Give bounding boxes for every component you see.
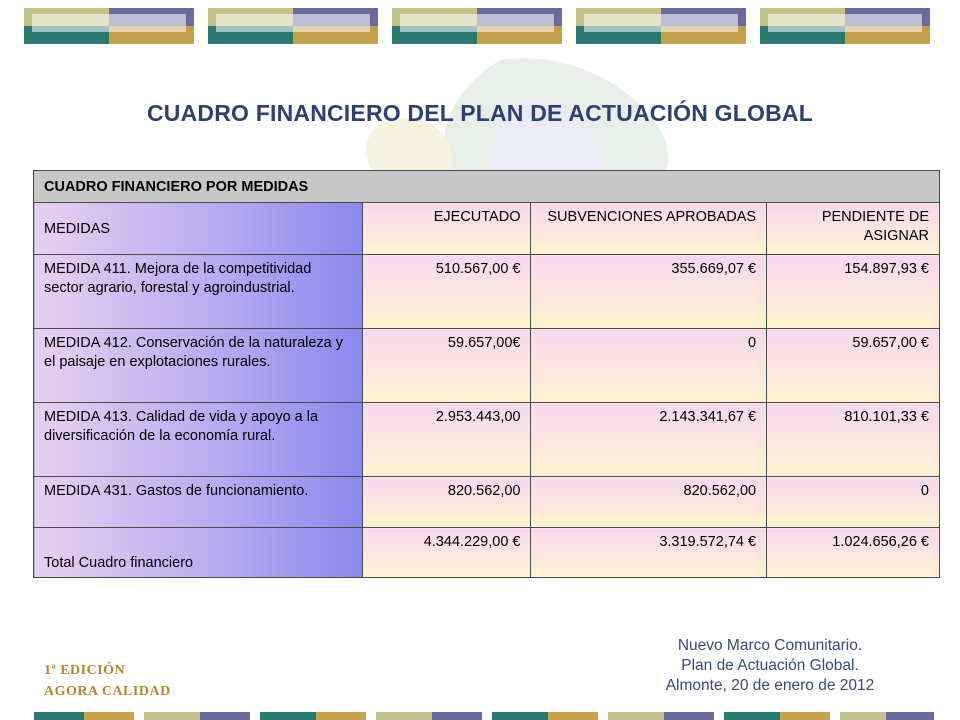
header-medidas: MEDIDAS bbox=[34, 203, 363, 255]
header-subvenciones: SUBVENCIONES APROBADAS bbox=[531, 203, 767, 255]
executed-cell: 2.953.443,00 bbox=[362, 403, 531, 477]
banner-block bbox=[208, 8, 378, 44]
pending-cell: 810.101,33 € bbox=[767, 403, 940, 477]
total-label-cell: Total Cuadro financiero bbox=[34, 528, 363, 578]
table-total-row bbox=[34, 528, 940, 578]
banner-block bbox=[576, 8, 746, 44]
executed-cell: 59.657,00€ bbox=[362, 329, 531, 403]
event-line-1: Nuevo Marco Comunitario. bbox=[677, 637, 863, 654]
total-pending-cell: 1.024.656,26 € bbox=[767, 528, 940, 578]
approved-cell: 820.562,00 bbox=[531, 477, 767, 528]
measure-cell: MEDIDA 431. Gastos de funcionamiento. bbox=[34, 477, 363, 528]
measure-cell: MEDIDA 411. Mejora de la competitividad sector agrario, forestal y agroindustrial. bbox=[34, 255, 363, 329]
banner-block bbox=[760, 8, 930, 44]
pending-cell: 0 bbox=[767, 477, 940, 528]
measure-cell: MEDIDA 412. Conservación de la naturaleza y el paisaje en explotaciones rurales. bbox=[34, 329, 363, 403]
header-pendiente: PENDIENTE DE ASIGNAR bbox=[767, 203, 940, 255]
total-executed-cell: 4.344.229,00 € bbox=[362, 528, 531, 578]
executed-cell: 820.562,00 bbox=[362, 477, 531, 528]
organization-line: AGORA CALIDAD bbox=[44, 684, 171, 699]
pending-cell: 59.657,00 € bbox=[767, 329, 940, 403]
event-caption bbox=[640, 636, 900, 696]
table-header-row bbox=[34, 203, 940, 255]
approved-cell: 2.143.341,67 € bbox=[531, 403, 767, 477]
table-row bbox=[34, 477, 940, 528]
header-ejecutado: EJECUTADO bbox=[362, 203, 531, 255]
event-line-3: Almonte, 20 de enero de 2012 bbox=[665, 677, 875, 694]
banner-block bbox=[24, 8, 194, 44]
edition-label bbox=[44, 660, 171, 702]
table-caption: CUADRO FINANCIERO POR MEDIDAS bbox=[34, 171, 940, 203]
table-row bbox=[34, 329, 940, 403]
bottom-banner bbox=[34, 712, 934, 720]
page-title: CUADRO FINANCIERO DEL PLAN DE ACTUACIÓN GLOBAL bbox=[147, 100, 813, 126]
top-banner bbox=[24, 8, 934, 44]
approved-cell: 0 bbox=[531, 329, 767, 403]
financial-table bbox=[33, 170, 940, 578]
banner-block bbox=[392, 8, 562, 44]
edition-line: 1ª EDICIÓN bbox=[44, 663, 126, 678]
approved-cell: 355.669,07 € bbox=[531, 255, 767, 329]
executed-cell: 510.567,00 € bbox=[362, 255, 531, 329]
table-caption-row bbox=[34, 171, 940, 203]
table-row bbox=[34, 403, 940, 477]
total-approved-cell: 3.319.572,74 € bbox=[531, 528, 767, 578]
table-row bbox=[34, 255, 940, 329]
pending-cell: 154.897,93 € bbox=[767, 255, 940, 329]
measure-cell: MEDIDA 413. Calidad de vida y apoyo a la diversificación de la economía rural. bbox=[34, 403, 363, 477]
event-line-2: Plan de Actuación Global. bbox=[681, 657, 859, 674]
